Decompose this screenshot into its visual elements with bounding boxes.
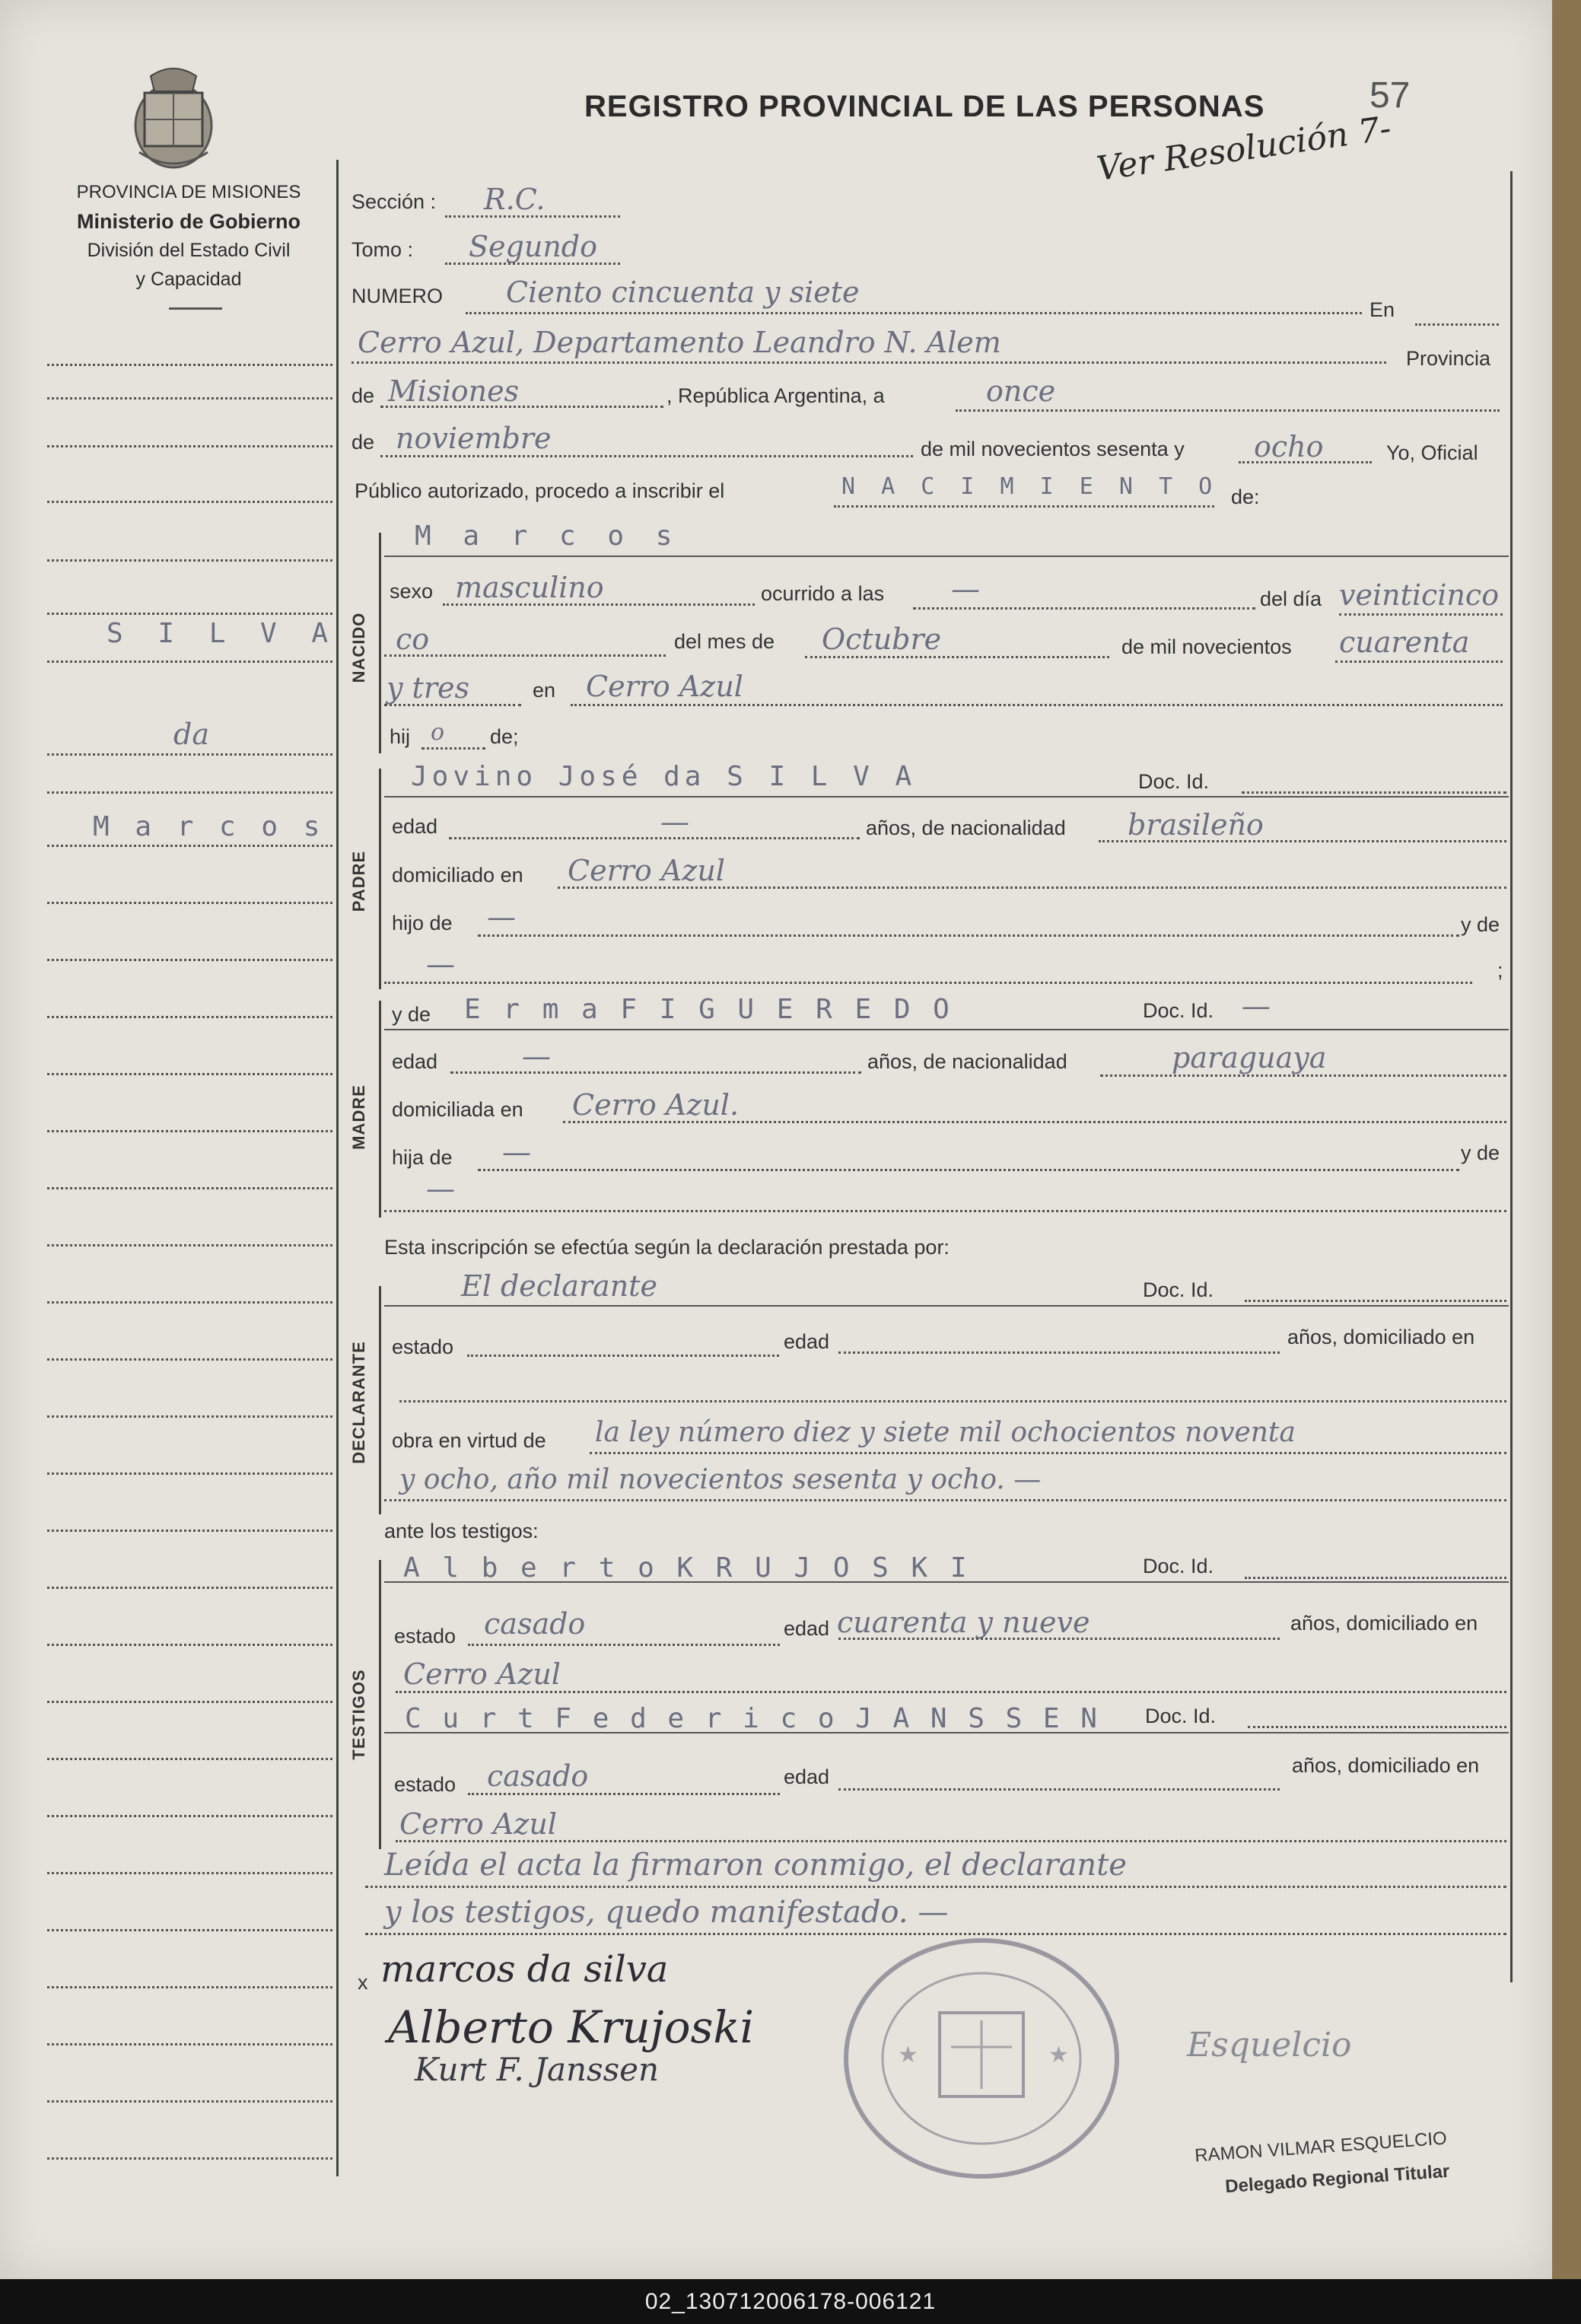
padre-edad-value: — <box>660 805 689 839</box>
margin-line <box>47 397 332 400</box>
signature-testigo-1: Alberto Krujoski <box>388 2001 755 2053</box>
image-id-bar: 02_130712006178-006121 <box>0 2279 1581 2324</box>
margin-line <box>47 1758 332 1760</box>
year-label: de mil novecientos sesenta y <box>921 438 1185 460</box>
madre-nac-value: paraguaya <box>1172 1041 1327 1074</box>
testigo1-dom-label: años, domiciliado en <box>1290 1612 1478 1635</box>
testigo1-dom-value: Cerro Azul <box>403 1657 561 1691</box>
declarante-dom-label: años, domiciliado en <box>1287 1326 1475 1348</box>
padre-hijo-label: hijo de <box>392 912 453 934</box>
page-title: REGISTRO PROVINCIAL DE LAS PERSONAS <box>584 90 1265 123</box>
field-line <box>467 1355 779 1357</box>
field-line <box>384 654 666 657</box>
en-label: En <box>1369 298 1395 321</box>
numero-value: Ciento cincuenta y siete <box>506 275 860 309</box>
mes-label: del mes de <box>674 630 775 653</box>
svg-text:★: ★ <box>1048 2042 1069 2068</box>
org-underline <box>169 307 222 310</box>
field-line <box>384 1305 1509 1307</box>
madre-yde2-label: y de <box>1461 1141 1500 1164</box>
nacido-name-value: M a r c o s <box>415 521 680 552</box>
margin-line <box>47 445 332 447</box>
margin-line <box>47 1244 332 1246</box>
lugar-value: Cerro Azul <box>586 670 743 703</box>
field-line <box>384 796 1509 797</box>
officer-name: RAMON VILMAR ESQUELCIO <box>1194 2128 1448 2166</box>
padre-edad-label: edad <box>392 815 438 838</box>
field-line <box>478 934 1459 937</box>
right-rule <box>1510 171 1513 1982</box>
field-line <box>365 1886 1506 1888</box>
mil-label: de mil novecientos <box>1121 635 1292 658</box>
field-line <box>384 1732 1509 1733</box>
field-line <box>1335 661 1503 663</box>
year-value: ocho <box>1254 430 1324 463</box>
seccion-label: Sección : <box>352 190 437 213</box>
margin-given-name: M a r c o s <box>93 811 325 842</box>
field-line <box>1239 461 1372 463</box>
hij-suffix: o <box>431 719 445 746</box>
testigo2-estado-label: estado <box>394 1773 456 1796</box>
hora-value: — <box>951 572 980 606</box>
testigo1-doc-label: Doc. Id. <box>1143 1555 1214 1577</box>
field-line <box>445 215 620 218</box>
field-line <box>1339 613 1503 616</box>
field-line <box>956 409 1500 412</box>
section-rule <box>379 1560 381 1849</box>
testigos-section-label: TESTIGOS <box>349 1669 368 1760</box>
testigo1-estado-value: casado <box>484 1607 586 1641</box>
act-value: N A C I M I E N T O <box>841 473 1219 500</box>
signature-declarante: marcos da silva <box>380 1948 669 1991</box>
field-line <box>558 887 1506 889</box>
org-line-3: División del Estado Civil <box>87 240 291 261</box>
de-label: de <box>352 384 375 407</box>
madre-doc-value: — <box>1242 989 1271 1023</box>
field-line <box>834 505 1214 508</box>
margin-line <box>47 1301 332 1304</box>
margin-line <box>47 1587 332 1589</box>
page-number: 57 <box>1369 75 1411 116</box>
field-line <box>399 1400 1506 1402</box>
field-line <box>466 312 1362 314</box>
margin-connector: da <box>173 718 209 751</box>
margin-line <box>47 845 332 847</box>
de3-label: de: <box>1231 485 1260 508</box>
field-line <box>450 1071 861 1074</box>
field-line <box>384 1581 1509 1583</box>
margin-line <box>47 1815 332 1817</box>
del-dia-label: del día <box>1260 587 1322 610</box>
field-line <box>1245 1577 1506 1579</box>
declarante-estado-label: estado <box>392 1336 454 1358</box>
binding-edge <box>1552 0 1581 2279</box>
field-line <box>1242 791 1506 794</box>
testigo2-dom-label: años, domiciliado en <box>1292 1754 1480 1777</box>
numero-label: NUMERO <box>352 285 443 307</box>
field-line <box>445 263 620 265</box>
obra-label: obra en virtud de <box>392 1429 546 1452</box>
padre-nac-value: brasileño <box>1128 808 1264 842</box>
margin-line <box>47 753 332 756</box>
field-line <box>352 361 1386 364</box>
de2-label: de <box>352 431 375 454</box>
margin-line <box>47 559 332 562</box>
month-value: noviembre <box>396 422 552 455</box>
official-stamp-icon <box>837 1933 1126 2184</box>
margin-line <box>47 1986 332 1988</box>
padre-doc-label: Doc. Id. <box>1138 770 1210 793</box>
field-line <box>1248 1726 1506 1728</box>
madre-dom-value: Cerro Azul. <box>572 1088 740 1122</box>
padre-name-value: Jovino José da S I L V A <box>411 761 917 792</box>
margin-line <box>47 1472 332 1475</box>
margin-line <box>47 1644 332 1646</box>
field-line <box>384 1499 1506 1501</box>
field-line <box>384 1210 1506 1212</box>
declarante-name-value: El declarante <box>461 1269 657 1303</box>
closing-line-2: y los testigos, quedo manifestado. — <box>384 1895 949 1930</box>
field-line <box>468 1793 780 1795</box>
testigo2-edad-label: edad <box>784 1765 830 1788</box>
madre-nac-label: años, de nacionalidad <box>867 1050 1067 1073</box>
section-rule <box>379 1286 381 1514</box>
declarante-doc-label: Doc. Id. <box>1143 1278 1214 1301</box>
madre-doc-label: Doc. Id. <box>1143 999 1214 1022</box>
madre-edad-value: — <box>522 1039 551 1073</box>
field-line <box>571 704 1503 706</box>
dia-value: veinticinco <box>1339 578 1500 612</box>
testigo2-name: C u r t F e d e r i c o J A N S S E N <box>405 1703 1099 1734</box>
padre-section-label: PADRE <box>349 850 368 912</box>
madre-cont-value: — <box>426 1172 455 1205</box>
margin-line <box>47 2157 332 2160</box>
margin-line <box>47 2043 332 2045</box>
margin-line <box>47 1415 332 1418</box>
coat-of-arms-icon <box>128 61 219 175</box>
field-line <box>1099 840 1506 842</box>
padre-hijo-value: — <box>487 900 516 934</box>
provincia-label: Provincia <box>1406 347 1491 370</box>
tomo-label: Tomo : <box>352 238 414 261</box>
provincia-value: Misiones <box>388 374 520 408</box>
testigo2-doc-label: Doc. Id. <box>1145 1705 1217 1727</box>
field-line <box>384 982 1472 984</box>
obra-value-2: y ocho, año mil novecientos sesenta y ocho. — <box>399 1464 1042 1495</box>
testigo1-edad-value: cuarenta y nueve <box>837 1606 1090 1639</box>
madre-hija-label: hija de <box>392 1146 453 1169</box>
section-rule <box>379 1001 381 1218</box>
padre-dom-value: Cerro Azul <box>568 854 725 887</box>
field-line <box>1415 323 1499 326</box>
seccion-value: R.C. <box>484 183 546 216</box>
madre-name-value: E r m a F I G U E R E D O <box>464 994 953 1025</box>
declarante-section-label: DECLARANTE <box>349 1341 368 1464</box>
nacido-de-label: de; <box>490 725 519 748</box>
testigos-intro: ante los testigos: <box>384 1520 539 1542</box>
officer-title: Delegado Regional Titular <box>1224 2160 1451 2198</box>
nacido-section-label: NACIDO <box>349 612 368 683</box>
padre-cont-value: — <box>426 947 455 981</box>
signature-testigo-2: Kurt F. Janssen <box>415 2051 660 2088</box>
day-value: once <box>986 374 1056 408</box>
margin-line <box>47 1701 332 1703</box>
field-line <box>838 1351 1280 1354</box>
field-line <box>421 747 485 750</box>
madre-hija-value: — <box>502 1135 531 1169</box>
margin-line <box>47 613 332 615</box>
org-header <box>44 178 333 294</box>
padre-semicolon: ; <box>1497 959 1503 982</box>
testigo1-edad-label: edad <box>784 1617 830 1640</box>
field-line <box>805 656 1109 658</box>
field-line <box>380 406 663 408</box>
sexo-label: sexo <box>390 580 434 603</box>
testigo2-dom-value: Cerro Azul <box>399 1807 557 1841</box>
hij-label: hij <box>390 725 411 748</box>
margin-line <box>47 1929 332 1931</box>
ocurrido-label: ocurrido a las <box>761 582 885 605</box>
field-line <box>913 607 1255 610</box>
field-line <box>384 1029 1509 1030</box>
org-line-1: PROVINCIA DE MISIONES <box>76 182 301 202</box>
field-line <box>838 1638 1280 1640</box>
field-line <box>468 1644 780 1646</box>
padre-yde-label: y de <box>1461 913 1500 936</box>
testigo1-name: A l b e r t o K R U J O S K I <box>403 1552 970 1584</box>
oficial-label: Yo, Oficial <box>1386 441 1478 464</box>
margin-line <box>47 661 332 663</box>
madre-yde-label: y de <box>392 1003 431 1026</box>
closing-line-1: Leída el acta la firmaron conmigo, el declarante <box>384 1848 1127 1883</box>
madre-edad-label: edad <box>392 1050 438 1073</box>
resolution-annotation: Ver Resolución 7- <box>1094 109 1394 189</box>
margin-line <box>47 501 332 503</box>
field-line <box>590 1452 1506 1454</box>
margin-line <box>47 364 332 366</box>
field-line <box>478 1169 1459 1171</box>
madre-section-label: MADRE <box>349 1084 368 1150</box>
padre-dom-label: domiciliado en <box>392 864 523 887</box>
margin-line <box>47 1130 332 1132</box>
anio-value: cuarenta <box>1339 626 1470 659</box>
section-rule <box>379 533 381 753</box>
declaracion-intro: Esta inscripción se efectúa según la declaración prestada por: <box>384 1236 950 1259</box>
margin-rule <box>336 160 339 2176</box>
tomo-value: Segundo <box>469 230 597 263</box>
margin-line <box>47 1073 332 1075</box>
nacido-en-label: en <box>533 679 556 702</box>
place-value: Cerro Azul, Departamento Leandro N. Alem <box>358 326 1001 359</box>
republica-label: , República Argentina, a <box>666 384 885 407</box>
testigo2-estado-value: casado <box>487 1759 589 1793</box>
signature-mark: x <box>358 1971 368 1994</box>
margin-line <box>47 902 332 904</box>
madre-dom-label: domiciliada en <box>392 1098 523 1121</box>
obra-value: la ley número diez y siete mil ochocientos noventa <box>595 1417 1296 1448</box>
margin-surname: S I L V A <box>107 618 338 649</box>
field-line <box>396 1691 1506 1693</box>
field-line <box>443 603 755 606</box>
margin-line <box>47 2100 332 2103</box>
dia-value-cont: co <box>396 622 430 656</box>
mes-value: Octubre <box>822 622 942 656</box>
publico-label: Público autorizado, procedo a inscribir el <box>355 479 725 502</box>
field-line <box>396 1840 1506 1842</box>
margin-line <box>47 1530 332 1532</box>
org-line-4: y Capacidad <box>135 269 242 290</box>
field-line <box>380 455 913 457</box>
sexo-value: masculino <box>455 571 604 604</box>
field-line <box>1245 1300 1506 1302</box>
anio-value-cont: y tres <box>387 671 469 705</box>
testigo1-estado-label: estado <box>394 1625 456 1647</box>
field-line <box>384 704 521 706</box>
declarante-edad-label: edad <box>784 1330 830 1353</box>
field-line <box>563 1121 1506 1123</box>
org-line-2: Ministerio de Gobierno <box>76 210 301 233</box>
margin-line <box>47 1187 332 1189</box>
margin-line <box>47 1016 332 1018</box>
field-line <box>384 556 1509 557</box>
section-rule <box>379 769 381 989</box>
margin-line <box>47 791 332 794</box>
margin-line <box>47 959 332 961</box>
field-line <box>449 837 860 839</box>
svg-text:★: ★ <box>898 2042 918 2068</box>
margin-line <box>47 1358 332 1361</box>
margin-line <box>47 1872 332 1874</box>
field-line <box>838 1788 1280 1791</box>
signature-official: Esquelcio <box>1187 2026 1352 2065</box>
padre-nac-label: años, de nacionalidad <box>866 817 1066 839</box>
field-line <box>1100 1074 1506 1077</box>
